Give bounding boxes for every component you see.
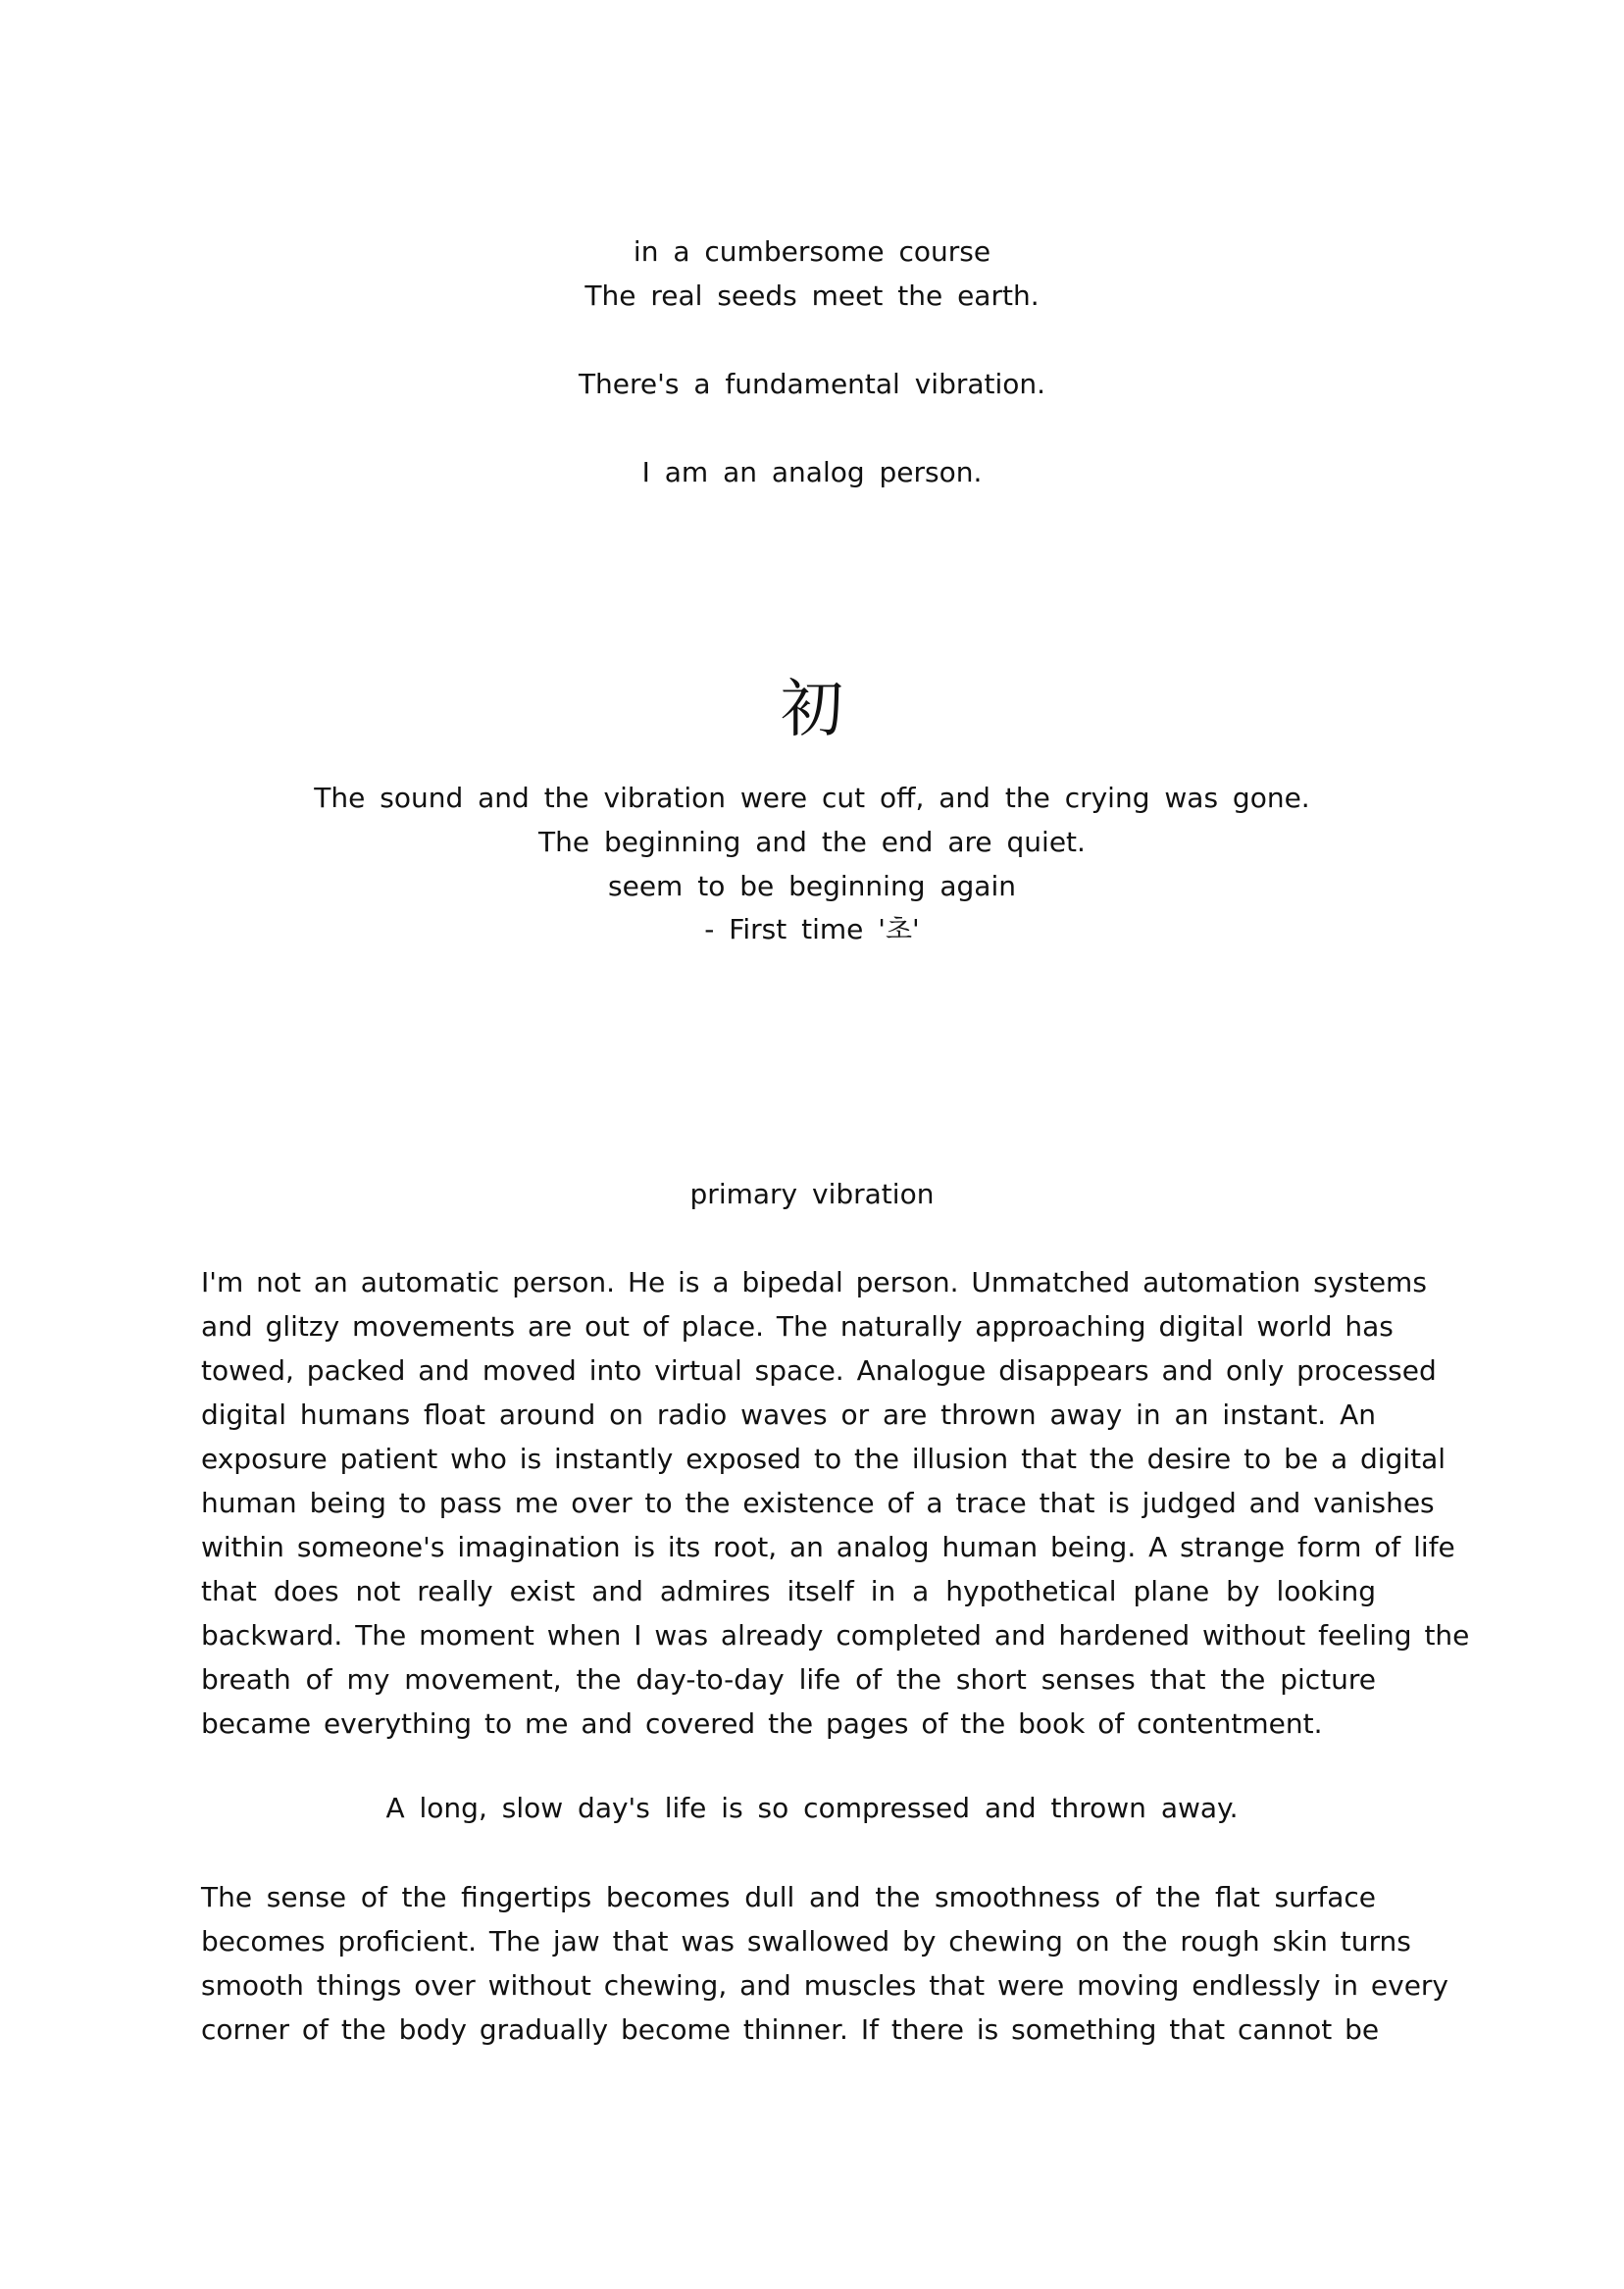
- poem-line-3: There's a fundamental vibration.: [578, 368, 1046, 400]
- paragraph-line: and glitzy movements are out of place. The naturally approaching digital world has: [201, 1310, 1394, 1343]
- character-line-3: seem to be beginning again: [608, 870, 1016, 902]
- character-line-1: The sound and the vibration were cut off, and the crying was gone.: [314, 782, 1310, 814]
- paragraph-line: that does not really exist and admires itself in a hypothetical plane by looking: [201, 1575, 1376, 1607]
- poem-line-1: in a cumbersome course: [633, 235, 991, 268]
- poem-line-4: I am an analog person.: [641, 456, 983, 488]
- paragraph-line: human being to pass me over to the existence of a trace that is judged and vanishes: [201, 1487, 1435, 1519]
- paragraph-line: smooth things over without chewing, and muscles that were moving endlessly in every: [201, 1969, 1449, 2002]
- paragraph-line: backward. The moment when I was already completed and hardened without feeling the: [201, 1619, 1470, 1652]
- essay-paragraph-2: [201, 1875, 1449, 2052]
- paragraph-line: exposure patient who is instantly exposed to the illusion that the desire to be a digital: [201, 1443, 1446, 1475]
- essay-paragraph-1: [201, 1260, 1470, 1746]
- character-line-2: The beginning and the end are quiet.: [538, 826, 1086, 858]
- paragraph-line: digital humans float around on radio waves or are thrown away in an instant. An: [201, 1399, 1376, 1431]
- paragraph-line: corner of the body gradually become thinner. If there is something that cannot be: [201, 2013, 1380, 2046]
- character-line-4: - First time '초': [704, 913, 920, 945]
- paragraph-line: breath of my movement, the day-to-day life of the short senses that the picture: [201, 1663, 1376, 1696]
- paragraph-line: became everything to me and covered the pages of the book of contentment.: [201, 1707, 1323, 1740]
- poem-line-2: The real seeds meet the earth.: [584, 280, 1040, 312]
- essay-title: primary vibration: [689, 1178, 935, 1210]
- paragraph-line: I'm not an automatic person. He is a bipedal person. Unmatched automation systems: [201, 1266, 1427, 1298]
- paragraph-line: becomes proficient. The jaw that was swallowed by chewing on the rough skin turns: [201, 1925, 1411, 1958]
- essay-interlude: A long, slow day's life is so compressed and thrown away.: [385, 1792, 1239, 1824]
- paragraph-line: within someone's imagination is its root, an analog human being. A strange form of life: [201, 1531, 1455, 1563]
- paragraph-line: towed, packed and moved into virtual space. Analogue disappears and only processed: [201, 1354, 1437, 1387]
- chinese-character: 初: [781, 674, 843, 746]
- paragraph-line: The sense of the fingertips becomes dull and the smoothness of the flat surface: [201, 1881, 1376, 1913]
